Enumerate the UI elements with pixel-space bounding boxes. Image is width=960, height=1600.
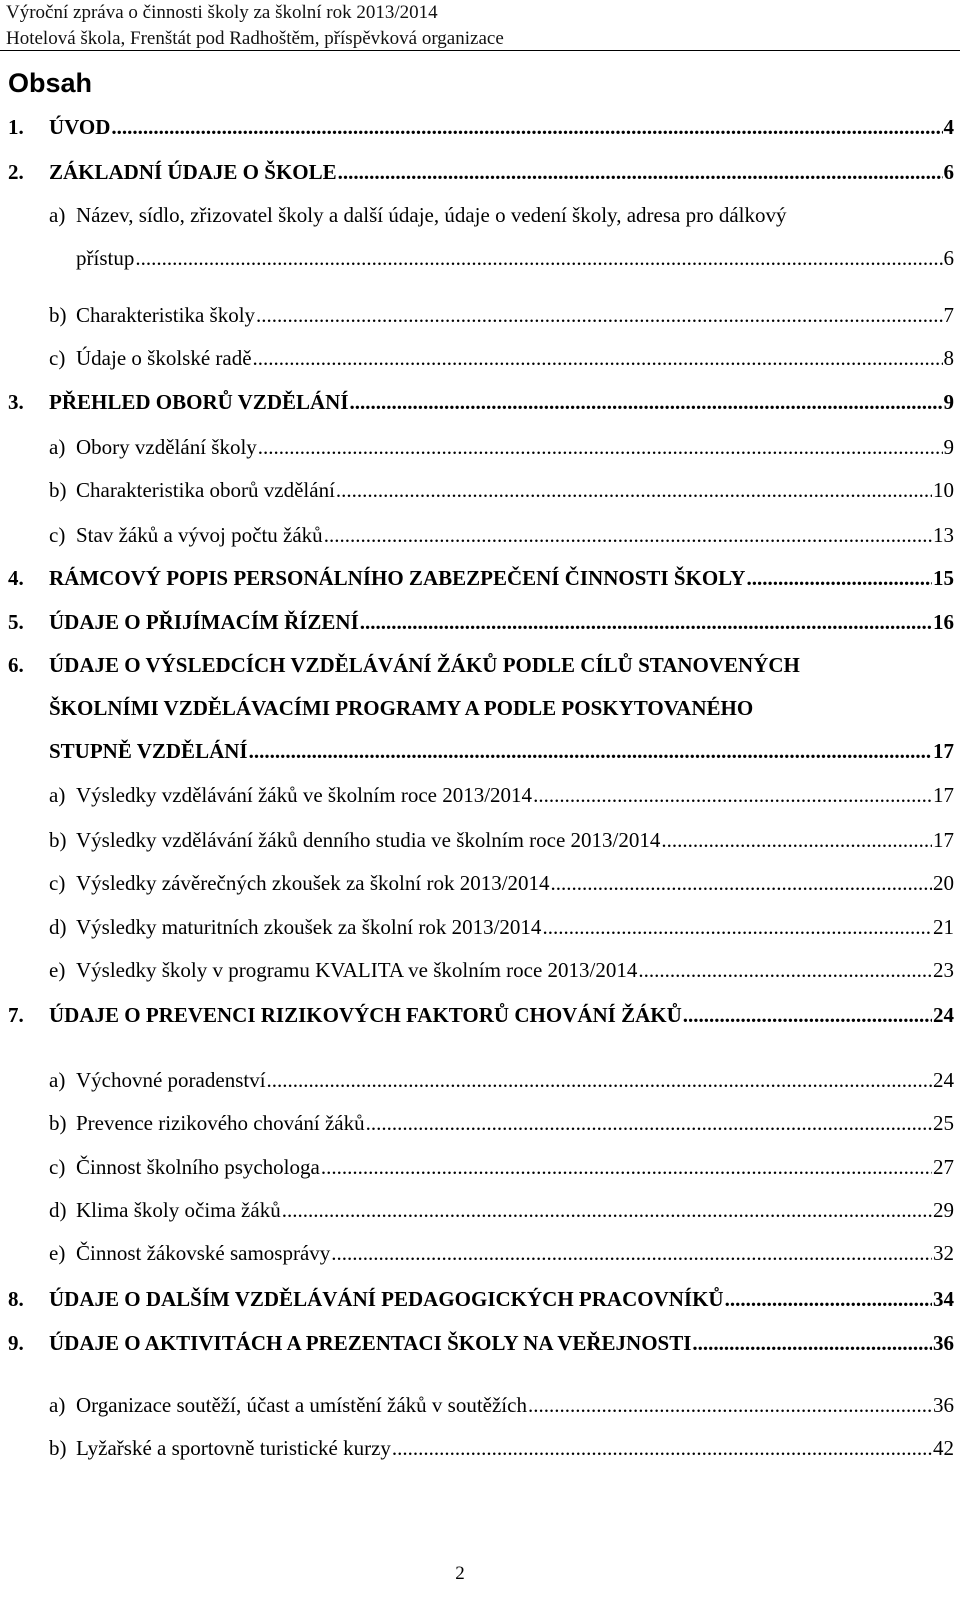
toc-entry-page: 21 <box>933 915 954 939</box>
toc-entry-page: 13 <box>933 523 954 547</box>
toc-entry-page: 6 <box>943 246 954 270</box>
toc-entry-page: 34 <box>933 1287 954 1311</box>
toc-entry-page: 9 <box>943 390 954 414</box>
dot-leader <box>683 1000 932 1030</box>
toc-entry-number: c) <box>49 523 66 547</box>
toc-entry-number: b) <box>49 1436 67 1460</box>
dot-leader <box>336 475 932 505</box>
toc-entry-title: ZÁKLADNÍ ÚDAJE O ŠKOLE <box>49 160 337 184</box>
toc-entry-title: Charakteristika školy <box>76 303 256 327</box>
toc-entry-number: b) <box>49 303 67 327</box>
toc-entry-page: 17 <box>933 783 954 807</box>
toc-entry-page: 25 <box>933 1111 954 1135</box>
toc-entry-number: 7. <box>8 1003 24 1027</box>
toc-entry-number: c) <box>49 871 66 895</box>
toc-entry-title: Výchovné poradenství <box>76 1068 266 1092</box>
toc-entry-number: b) <box>49 1111 67 1135</box>
toc-entry-title: ÚDAJE O PREVENCI RIZIKOVÝCH FAKTORŮ CHOVÁNÍ ŽÁKŮ <box>49 1003 682 1027</box>
toc-entry-number: 6. <box>8 653 24 677</box>
toc-entry-page: 17 <box>933 739 954 763</box>
toc-entry-page: 9 <box>943 435 954 459</box>
toc-entry-title: Činnost žákovské samosprávy <box>76 1241 331 1265</box>
toc-entry-number: 3. <box>8 390 24 414</box>
toc-entry-title: Výsledky závěrečných zkoušek za školní rok 2013/2014 <box>76 871 550 895</box>
toc-entry-title: Lyžařské a sportovně turistické kurzy <box>76 1436 391 1460</box>
dot-leader <box>533 780 932 810</box>
document-header <box>6 0 954 52</box>
toc-entry-number: b) <box>49 828 67 852</box>
toc-entry-number: 2. <box>8 160 24 184</box>
toc-entry-number: c) <box>49 346 66 370</box>
dot-leader <box>551 868 932 898</box>
toc-entry-page: 36 <box>933 1331 954 1355</box>
toc-entry-title: Stav žáků a vývoj počtu žáků <box>76 523 323 547</box>
toc-entry-page: 42 <box>933 1436 954 1460</box>
toc-entry-title: Prevence rizikového chování žáků <box>76 1111 365 1135</box>
toc-entry-number: a) <box>49 203 66 227</box>
toc-entry-page: 32 <box>933 1241 954 1265</box>
toc-entry-page: 15 <box>933 566 954 590</box>
toc-entry-title: ÚDAJE O AKTIVITÁCH A PREZENTACI ŠKOLY NA VEŘEJNOSTI <box>49 1331 692 1355</box>
toc-entry-page: 16 <box>933 610 954 634</box>
toc-entry-title: Výsledky maturitních zkoušek za školní rok 2013/2014 <box>76 915 542 939</box>
toc-entry-number: 1. <box>8 115 24 139</box>
toc-entry-page: 36 <box>933 1393 954 1417</box>
dot-leader <box>350 387 943 417</box>
toc-entry-number: a) <box>49 1393 66 1417</box>
toc-heading: Obsah <box>8 68 93 98</box>
toc-entry-page: 24 <box>933 1068 954 1092</box>
toc-entry-title: PŘEHLED OBORŮ VZDĚLÁNÍ <box>49 390 349 414</box>
toc-entry-number: 8. <box>8 1287 24 1311</box>
toc-entry-title: ÚVOD <box>49 115 111 139</box>
dot-leader <box>528 1390 932 1420</box>
dot-leader <box>725 1284 932 1314</box>
dot-leader <box>324 520 932 550</box>
dot-leader <box>366 1108 932 1138</box>
toc-entry-number: e) <box>49 1241 66 1265</box>
header-report-title: Výroční zpráva o činnosti školy za školní rok 2013/2014 <box>6 2 438 23</box>
toc-entry-page: 27 <box>933 1155 954 1179</box>
dot-leader <box>111 112 942 142</box>
toc-entry-title: Charakteristika oborů vzdělání <box>76 478 335 502</box>
dot-leader <box>360 607 932 637</box>
page-number: 2 <box>455 1563 465 1584</box>
dot-leader <box>542 912 932 942</box>
toc-entry-title-continuation: přístup <box>76 246 135 270</box>
dot-leader <box>392 1433 932 1463</box>
toc-entry-title: Název, sídlo, zřizovatel školy a další údaje, údaje o vedení školy, adresa pro dálkový <box>76 203 787 227</box>
toc-entry-page: 7 <box>943 303 954 327</box>
toc-entry-page: 20 <box>933 871 954 895</box>
toc-entry-page: 6 <box>943 160 954 184</box>
toc-entry-number: a) <box>49 783 66 807</box>
dot-leader <box>267 1065 932 1095</box>
dot-leader <box>746 563 932 593</box>
dot-leader <box>256 300 942 330</box>
toc-entry-title: Klima školy očima žáků <box>76 1198 281 1222</box>
dot-leader <box>135 243 942 273</box>
toc-entry-page: 17 <box>933 828 954 852</box>
toc-entry-number: 4. <box>8 566 24 590</box>
dot-leader <box>282 1195 932 1225</box>
toc-entry-title: Výsledky vzdělávání žáků denního studia ve školním roce 2013/2014 <box>76 828 661 852</box>
toc-entry-title: Činnost školního psychologa <box>76 1155 320 1179</box>
toc-entry-page: 4 <box>943 115 954 139</box>
toc-entry-title-continuation: ŠKOLNÍMI VZDĚLÁVACÍMI PROGRAMY A PODLE POSKYTOVANÉHO <box>49 696 754 720</box>
toc-entry-number: a) <box>49 1068 66 1092</box>
header-divider <box>0 50 960 51</box>
dot-leader <box>692 1328 932 1358</box>
toc-entry-title: ÚDAJE O PŘIJÍMACÍM ŘÍZENÍ <box>49 610 359 634</box>
toc-entry-number: b) <box>49 478 67 502</box>
toc-entry-title-continuation: STUPNĚ VZDĚLÁNÍ <box>49 739 248 763</box>
toc-entry-page: 8 <box>943 346 954 370</box>
toc-entry-page: 10 <box>933 478 954 502</box>
dot-leader <box>258 432 943 462</box>
dot-leader <box>338 157 943 187</box>
toc-entry-title: Obory vzdělání školy <box>76 435 257 459</box>
toc-entry-number: 5. <box>8 610 24 634</box>
header-school-name: Hotelová škola, Frenštát pod Radhoštěm, příspěvková organizace <box>6 28 504 49</box>
toc-entry-title: RÁMCOVÝ POPIS PERSONÁLNÍHO ZABEZPEČENÍ ČINNOSTI ŠKOLY <box>49 566 746 590</box>
dot-leader <box>253 343 943 373</box>
toc-entry-title: Výsledky školy v programu KVALITA ve školním roce 2013/2014 <box>76 958 638 982</box>
toc-entry-number: e) <box>49 958 66 982</box>
dot-leader <box>249 736 932 766</box>
toc-entry-number: d) <box>49 915 67 939</box>
dot-leader <box>661 825 932 855</box>
toc-entry-page: 23 <box>933 958 954 982</box>
dot-leader <box>331 1238 932 1268</box>
toc-entry-number: c) <box>49 1155 66 1179</box>
toc-entry-title: Výsledky vzdělávání žáků ve školním roce 2013/2014 <box>76 783 533 807</box>
dot-leader <box>321 1152 932 1182</box>
dot-leader <box>638 955 932 985</box>
toc-entry-title: Organizace soutěží, účast a umístění žáků v soutěžích <box>76 1393 527 1417</box>
toc-entry-title: ÚDAJE O VÝSLEDCÍCH VZDĚLÁVÁNÍ ŽÁKŮ PODLE CÍLŮ STANOVENÝCH <box>49 653 800 677</box>
toc-entry-title: ÚDAJE O DALŠÍM VZDĚLÁVÁNÍ PEDAGOGICKÝCH PRACOVNÍKŮ <box>49 1287 724 1311</box>
toc-entry-number: a) <box>49 435 66 459</box>
toc-entry-page: 29 <box>933 1198 954 1222</box>
toc-entry-title: Údaje o školské radě <box>76 346 252 370</box>
toc-entry-number: 9. <box>8 1331 24 1355</box>
toc-entry-page: 24 <box>933 1003 954 1027</box>
toc-entry-number: d) <box>49 1198 67 1222</box>
